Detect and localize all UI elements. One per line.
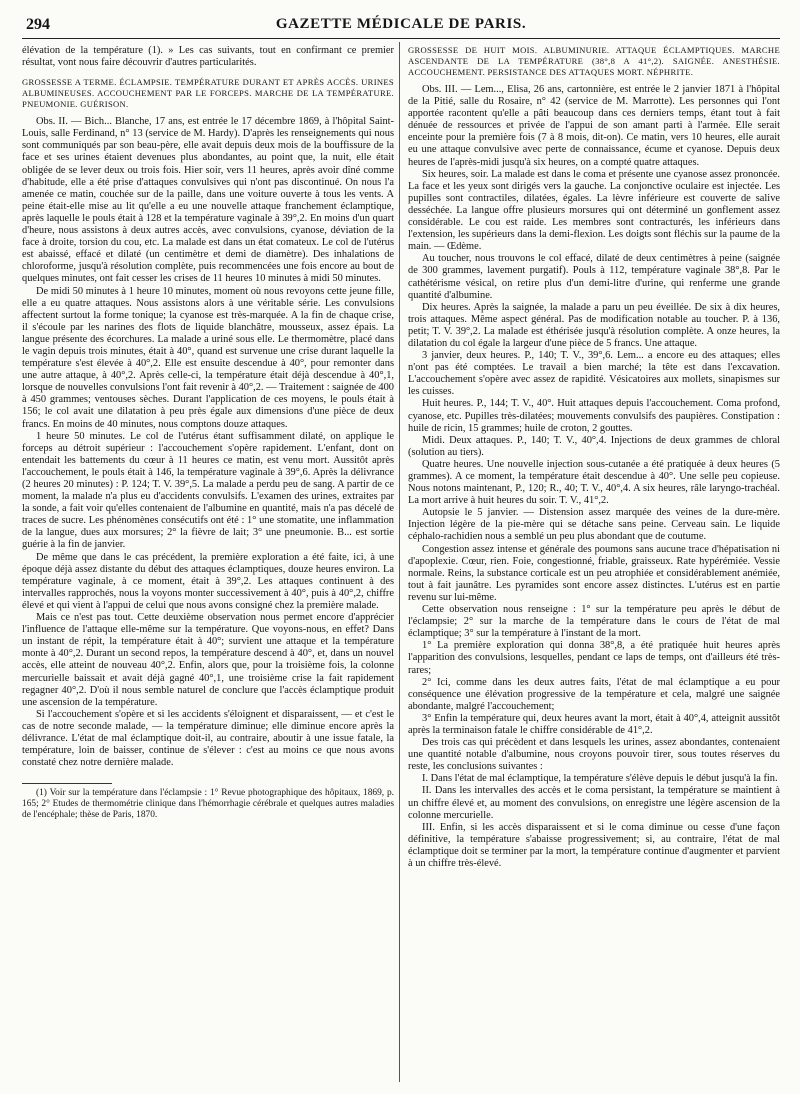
paragraph: 1° La première exploration qui donna 38°,8, a été pratiquée huit heures après l'apparition des convulsions, lesquelles, pendant ce laps de temps, ont d'ailleurs été très-rares;: [408, 640, 780, 676]
running-title: GAZETTE MÉDICALE DE PARIS.: [275, 16, 527, 32]
paragraph: 1 heure 50 minutes. Le col de l'utérus étant suffisamment dilaté, on applique le forceps au détroit supérieur : l'accouchement s'opère rapidement. L'enfant, dont on entendait les battements du cœur à 11 heures ce matin, est venu mort. Aussitôt après l'accouchement, le pouls était à 146, la température vaginale à 39°,6. Après la délivrance (2 heures 20 minutes) : P. 124; T. V. 39°,5. La malade a perdu peu de sang. A partir de ce moment, la malade n'a plus eu d'accidents convulsifs. L'examen des urines, extraites par la sonde, a fait voir qu'elles contenaient de l'albumine en quantité, mais n'a pas décelé de traces de sucre. Les phénomènes consécutifs ont été : 1° une stomatite, une inflammation de la langue, dues aux morsures; 2° la fièvre de lait; 3° une pneumonie. B... est sortie guérie à la fin de janvier.: [22, 430, 394, 551]
footnote-separator: [22, 783, 112, 784]
right-column: [408, 45, 780, 1085]
case-heading: GROSSESSE A TERME. ÉCLAMPSIE. TEMPÉRATURE DURANT ET APRÈS ACCÈS. URINES ALBUMINEUSES. ACCOUCHEMENT PAR LE FORCEPS. MARCHE DE LA TEMPÉRATURE. PNEUMONIE. GUÉRISON.: [22, 77, 394, 110]
paragraph: Cette observation nous renseigne : 1° sur la température peu après le début de l'éclampsie; 2° sur la marche de la température dans le cours de l'état de mal éclamptique; 3° sur la température à l'instant de la mort.: [408, 604, 780, 640]
paragraph: Des trois cas qui précèdent et dans lesquels les urines, assez abondantes, contenaient une quantité notable d'albumine, nous croyons pouvoir tirer, sous toutes réserves du reste, les conclusions suivantes :: [408, 737, 780, 773]
paragraph: Dix heures. Après la saignée, la malade a paru un peu éveillée. De six à dix heures, trois attaques. Même aspect général. Pas de modification notable au toucher. P. à 136, petit; T. V. 39°,2. La malade est éthérisée jusqu'à résolution complète. A onze heures, la dilatation du col égale la largeur d'une pièce de 5 francs. Une attaque.: [408, 301, 780, 349]
left-column: [22, 45, 394, 1085]
paragraph: 2° Ici, comme dans les deux autres faits, l'état de mal éclamptique a eu pour conséquence une élévation progressive de la température et cela, malgré une saignée abondante, malgré l'accouchement;: [408, 676, 780, 712]
case-heading: GROSSESSE DE HUIT MOIS. ALBUMINURIE. ATTAQUE ÉCLAMPTIQUES. MARCHE ASCENDANTE DE LA TEMPÉRATURE (38°,8 A 41°,2). SAIGNÉE. ANESTHÉSIE. ACCOUCHEMENT. PERSISTANCE DES ATTAQUES MORT. NÉPHRITE.: [408, 45, 780, 77]
paragraph: 3 janvier, deux heures. P., 140; T. V., 39°,6. Lem... a encore eu des attaques; elles n'ont pas été comptées. Le travail a bien marché; la tête est dans l'excavation. L'accouchement s'opère avec assez de rapidité. Vésicatoires aux mollets, sinapismes sur les cuisses.: [408, 350, 780, 398]
paragraph: Obs. II. — Bich... Blanche, 17 ans, est entrée le 17 décembre 1869, à l'hôpital Saint-Louis, salle Ferdinand, n° 13 (service de M. Hardy). D'après les renseignements qui nous sont communiqués par son beau-père, elle avait depuis deux mois de la bouffissure de la face et ses urines étaient devenues plus abondantes, au point que, la nuit, elle était obligée de se lever deux ou trois fois. Hier soir, vers 11 heures, après avoir dîné comme d'habitude, elle a été prise d'attaques convulsives qui n'ont pas discontinué. On nous l'a amenée ce matin, couchée sur de la paille, dans une voiture ouverte à tous les vents. A peine était-elle mise au lit qu'elle a eu une nouvelle attaque franchement éclamptique, après laquelle le pouls était à 128 et la température vaginale à 39°,2. En moins d'un quart d'heure, nous assistons à deux autres accès, avec convulsions, cyanose, déviation de la face à droite, torsion du cou, etc. La malade est dans un état comateux. Le col de l'utérus est abaissé, effacé et dilaté (un centimètre et demi de diamètre). Des inhalations de chloroforme, jusqu'à résolution complète, puis recommencées une fois encore au bout de quelques minutes, ont fait cesser les crises de 11 heures 10 minutes à midi 50 minutes.: [22, 116, 394, 285]
column-divider: [399, 42, 400, 1082]
paragraph: Congestion assez intense et générale des poumons sans aucune trace d'hépatisation ni d'apoplexie. Cœur, rien. Foie, congestionné, friable, graisseux. Rate hypérémiée. Vessie normale. Reins, la substance corticale est un peu atrophiée et considérablement anémiée, tout à fait jaunâtre. Les pyramides sont encore assez distinctes. L'utérus est en partie revenu sur lui-même.: [408, 543, 780, 603]
paragraph: Autopsie le 5 janvier. — Distension assez marquée des veines de la dure-mère. Injection légère de la pie-mère qui se détache sans peine. Cerveau sain. Le liquide céphalo-rachidien nous a semblé un peu plus abondant que de coutume.: [408, 507, 780, 543]
paragraph: Midi. Deux attaques. P., 140; T. V., 40°,4. Injections de deux grammes de chloral (solution au tiers).: [408, 434, 780, 458]
paragraph: De même que dans le cas précédent, la première exploration a été faite, ici, à une époque déjà assez distante du début des attaques éclamptiques, douze heures environ. La température vaginale, à ce moment, était à 39°,2. Les attaques continuent à des intervalles rapprochés, nous la voyons monter successivement à 40°, puis à 40°,2, chiffre élevé et qui vient à l'appui de celui que nous avons consigné chez la première malade.: [22, 551, 394, 611]
paragraph: De midi 50 minutes à 1 heure 10 minutes, moment où nous revoyons cette jeune fille, elle a eu quatre attaques. Nous assistons alors à une véritable série. Les convulsions affectent surtout la forme tonique; la cyanose est très-marquée. A la fin de chaque crise, il s'écoule par les narines des flots de liquide blanchâtre, mousseux, assez épais. La langue présente des écorchures. La malade a uriné sous elle. Le thermomètre, placé dans le vagin depuis trois minutes, était à 40°, quand est survenue une crise durant laquelle la température s'est élevée à 40°,2. Elle est ensuite descendue à 40°, pour remonter dans une autre attaque, à 40°,2. Après celle-ci, la température était déjà descendue à 40°,1, lorsque de nouvelles convulsions l'ont fait revenir à 40°,2. — Traitement : saignée de 400 à 450 grammes; ventouses sèches. Durant l'application de ces moyens, le pouls était à 156; le col avait une dilatation à peu près égale aux dimensions d'une pièce de deux francs. En moins de 40 minutes, nous comptons douze attaques.: [22, 285, 394, 430]
paragraph: I. Dans l'état de mal éclamptique, la température s'élève depuis le début jusqu'à la fin.: [422, 773, 778, 785]
paragraph: élévation de la température (1). » Les cas suivants, tout en confirmant ce premier résultat, vont nous faire découvrir d'autres particularités.: [22, 45, 394, 69]
paragraph: Six heures, soir. La malade est dans le coma et présente une cyanose assez prononcée. La face et les yeux sont dirigés vers la gauche. La conjonctive oculaire est injectée. Les pupilles sont contractiles, dilatées, égales. La lèvre inférieure est couverte de salive desséchée. La langue offre plusieurs morsures qui ont déterminé un gonflement assez considérable. Le cou est raide. Les membres sont contracturés, les inférieurs dans l'extension, les supérieurs dans la demi-flexion. Les doigts sont fléchis sur la paume de la main. — Œdème.: [408, 168, 780, 253]
paragraph: II. Dans les intervalles des accès et le coma persistant, la température se maintient à un chiffre élevé et, au moment des convulsions, on enregistre une légère ascension de la colonne mercurielle.: [408, 785, 780, 821]
paragraph: Au toucher, nous trouvons le col effacé, dilaté de deux centimètres à peine (saignée de 300 grammes, lavement purgatif). Pouls à 112, température vaginale 38°,8. Par le cathétérisme vésical, on retire plus d'un demi-litre d'urine, qui renferme une grande quantité d'albumine.: [408, 253, 780, 301]
paragraph: 3° Enfin la température qui, deux heures avant la mort, était à 40°,4, atteignit aussitôt après la terminaison fatale le chiffre considérable de 41°,2.: [408, 712, 780, 736]
paragraph: Quatre heures. Une nouvelle injection sous-cutanée a été pratiquée à deux heures (5 grammes). A ce moment, la température était descendue à 40°. Une selle peu copieuse. Nous notons maintenant, P., 120; R., 40; T. V., 40°,4. A six heures, râle laryngo-trachéal. La mort arrive à huit heures du soir. T. V., 41°,2.: [408, 458, 780, 507]
paragraph: Huit heures. P., 144; T. V., 40°. Huit attaques depuis l'accouchement. Coma profond, cyanose, etc. Pupilles très-dilatées; mouvements convulsifs des paupières. Constipation : huile de ricin, 15 grammes; huile de croton, 2 gouttes.: [408, 398, 780, 434]
paragraph: Mais ce n'est pas tout. Cette deuxième observation nous permet encore d'apprécier l'influence de l'attaque elle-même sur la température. Que voyons-nous, en effet? Dans un instant de répit, la température était à 40°; survient une attaque et la température monte à 40°,2. Durant un second repos, la température descend à 40°, et, dans un nouvel accès, elle atteint de nouveau 40°,2. Enfin, alors que, pour la troisième fois, la colonne mercurielle baissait et avait déjà gagné 40°,1, une troisième crise la fait rapidement regagner 40°,2. D'où il nous semble naturel de conclure que l'accès éclamptique produit une ascension de la température.: [22, 612, 394, 708]
paragraph: III. Enfin, si les accès disparaissent et si le coma diminue ou cesse d'une façon définitive, la température s'abaisse progressivement; si, au contraire, l'état de mal éclamptique doit se terminer par la mort, la température continue d'augmenter et parvient à un chiffre très-élevé.: [408, 821, 780, 869]
page-header: [22, 14, 780, 39]
footnote: (1) Voir sur la température dans l'éclampsie : 1° Revue photographique des hôpitaux, 1869, p. 165; 2° Etudes de thermométrie clinique dans l'hémorrhagie cérébrale et quelques autres maladies de l'encéphale; thèse de Paris, 1870.: [22, 788, 394, 821]
paragraph: Obs. III. — Lem..., Elisa, 26 ans, cartonnière, est entrée le 2 janvier 1871 à l'hôpital de la Pitié, salle du Rosaire, n° 42 (service de M. Marrotte). Les personnes qui l'ont apportée racontent qu'elle a pâti beaucoup dans ces derniers temps, étant tout à fait dénuée de ressources et privée de l'appui de son amant parti à l'armée. Elle serait enceinte pour la première fois (7 à 8 mois, dit-on). Ce matin, vers 10 heures, elle aurait eu une attaque convulsive avec perte de connaissance, écume et cyanose. Depuis deux heures de l'après-midi jusqu'à six heures, on a compté quatre attaques.: [408, 84, 780, 168]
page-number: 294: [26, 16, 50, 33]
paragraph: Si l'accouchement s'opère et si les accidents s'éloignent et disparaissent, — et c'est le cas de notre seconde malade, — la température diminue; elle diminue encore après la délivrance. L'état de mal éclamptique doit-il, au contraire, aboutir à une issue fatale, la température, loin de baisser, continue de s'élever : c'est au moins ce que nous avons constaté chez notre dernière malade.: [22, 708, 394, 769]
